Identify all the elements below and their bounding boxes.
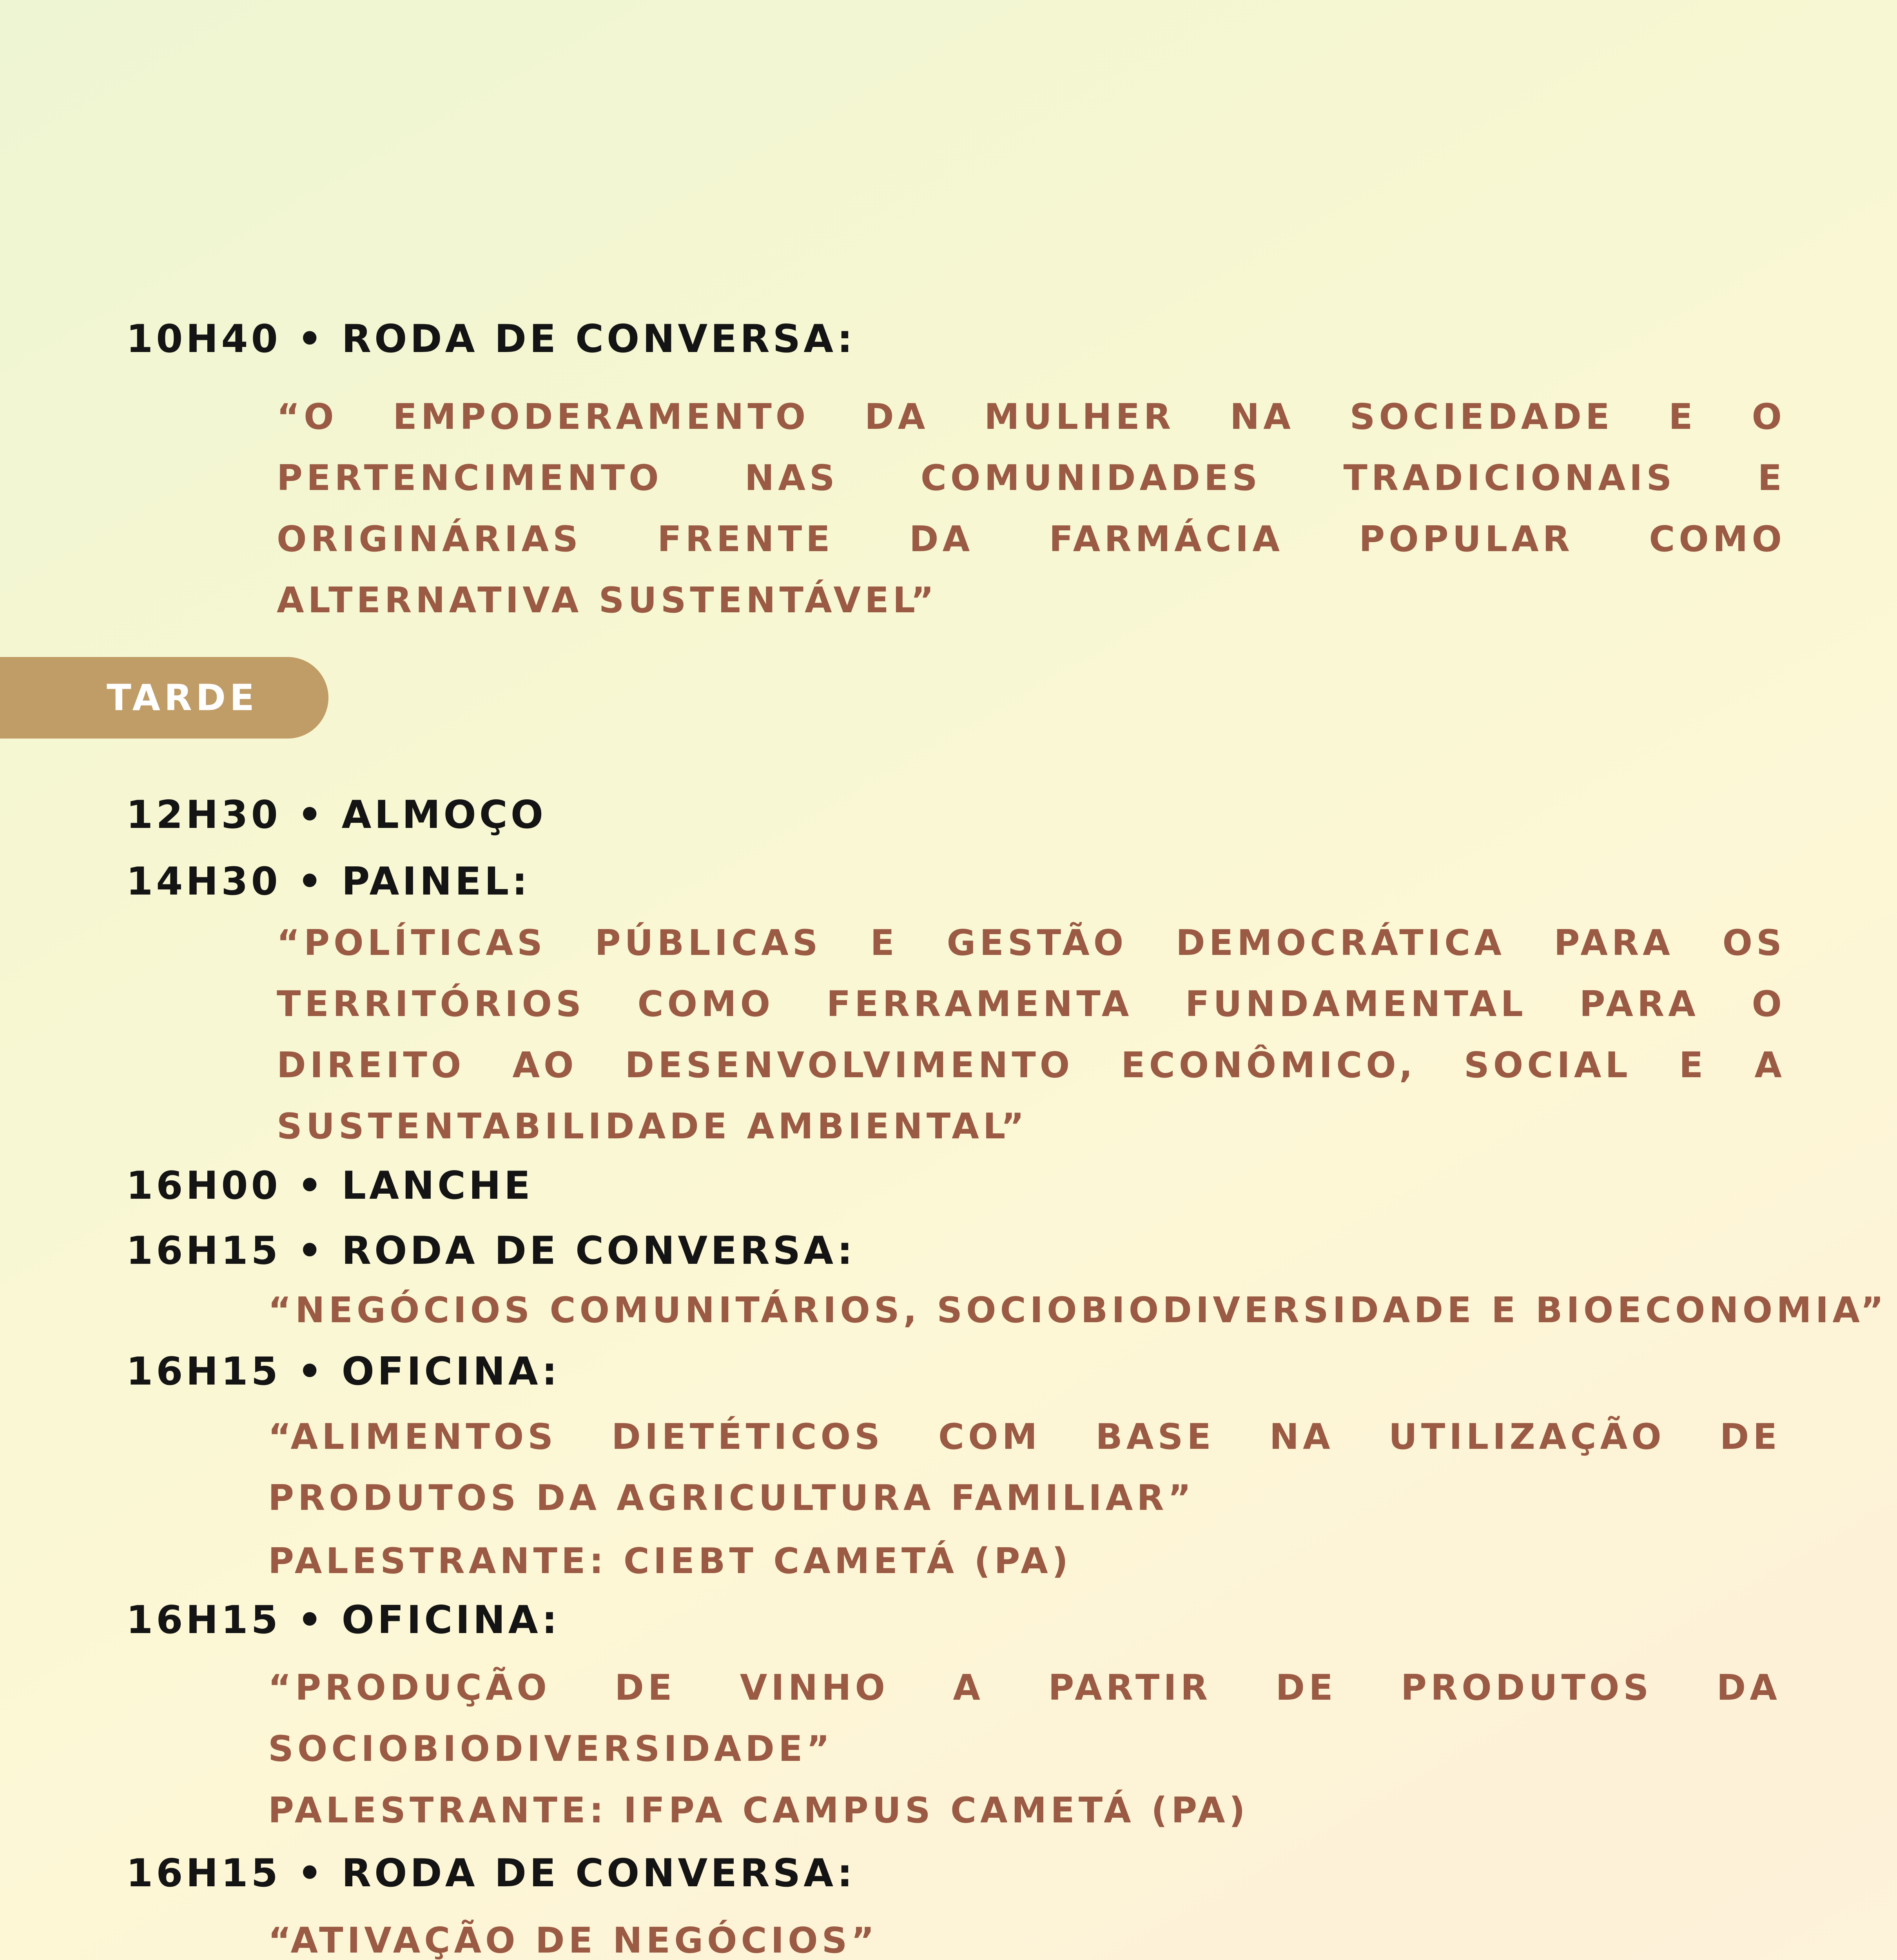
schedule-time-line: 16H15 • OFICINA:	[126, 1349, 560, 1394]
schedule-time-line: 16H15 • RODA DE CONVERSA:	[126, 1851, 856, 1896]
schedule-time-line: 12H30 • ALMOÇO	[126, 793, 546, 837]
schedule-time-line: 14H30 • PAINEL:	[126, 859, 531, 904]
session-description: “ALIMENTOS DIETÉTICOS COM BASE NA UTILIZAÇÃO DE PRODUTOS DA AGRICULTURA FAMILIAR”	[268, 1416, 1781, 1519]
session-description: “NEGÓCIOS COMUNITÁRIOS, SOCIOBIODIVERSIDADE E BIOECONOMIA”	[268, 1290, 1888, 1331]
schedule-time-line: 16H15 • RODA DE CONVERSA:	[126, 1229, 856, 1273]
schedule-time-line: 16H00 • LANCHE	[126, 1163, 533, 1208]
schedule-time-line: 16H15 • OFICINA:	[126, 1598, 560, 1642]
session-description: “ATIVAÇÃO DE NEGÓCIOS”	[268, 1920, 878, 1960]
schedule-time-line: 10H40 • RODA DE CONVERSA:	[126, 317, 856, 361]
session-description: “O EMPODERAMENTO DA MULHER NA SOCIEDADE E O PERTENCIMENTO NAS COMUNIDADES TRADICIONAIS E ORIGINÁRIAS FRENTE DA FARMÁCIA POPULAR COMO ALTERNATIVA SUSTENTÁVEL”	[277, 396, 1786, 621]
speaker-line: PALESTRANTE: CIEBT CAMETÁ (PA)	[268, 1541, 1072, 1582]
speaker-line: PALESTRANTE: IFPA CAMPUS CAMETÁ (PA)	[268, 1790, 1249, 1831]
session-description: “PRODUÇÃO DE VINHO A PARTIR DE PRODUTOS DA SOCIOBIODIVERSIDADE”	[268, 1667, 1781, 1769]
session-description: “POLÍTICAS PÚBLICAS E GESTÃO DEMOCRÁTICA PARA OS TERRITÓRIOS COMO FERRAMENTA FUNDAMENTAL PARA O DIREITO AO DESENVOLVIMENTO ECONÔMICO, SOCIAL E A SUSTENTABILIDADE AMBIENTAL”	[277, 922, 1786, 1147]
section-header-afternoon	[0, 657, 328, 739]
section-label: TARDE	[107, 677, 258, 719]
